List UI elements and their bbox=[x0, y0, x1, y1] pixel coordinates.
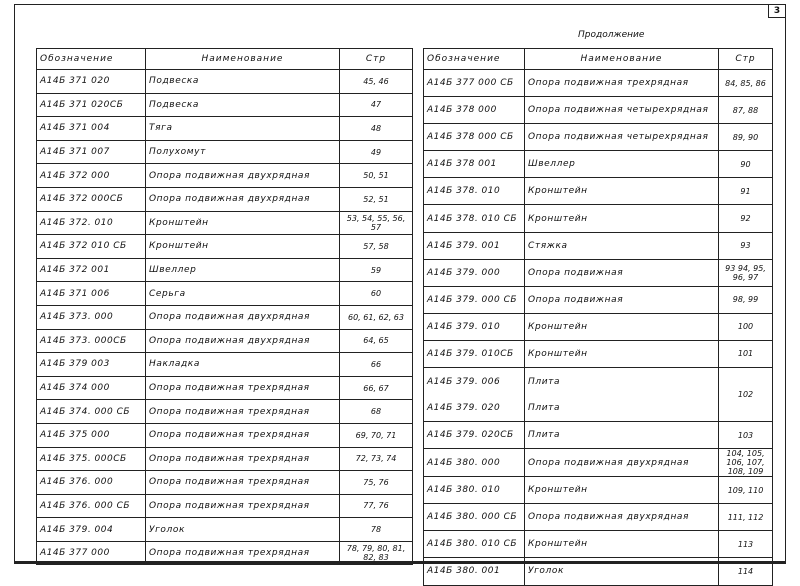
table-row bbox=[37, 518, 413, 542]
page-cell: 75, 76 bbox=[340, 471, 413, 495]
page-cell: 60 bbox=[340, 282, 413, 306]
page-cell: 78 bbox=[340, 518, 413, 542]
designation-line: А14Б 379. 020 bbox=[427, 402, 501, 413]
page-cell: 114 bbox=[719, 558, 773, 585]
page-cell: 64, 65 bbox=[340, 329, 413, 353]
designation-cell: А14Б 371 004 bbox=[37, 117, 146, 141]
sheet-number: 3 bbox=[768, 5, 785, 18]
designation-cell: А14Б 372 000СБ bbox=[37, 187, 146, 211]
designation-cell: А14Б 380. 000 bbox=[424, 449, 525, 477]
page-cell: 102 bbox=[719, 368, 773, 422]
designation-cell: А14Б 372 000 bbox=[37, 164, 146, 188]
name-line: Плита bbox=[528, 402, 561, 413]
designation-cell: А14Б 377 000 СБ bbox=[424, 70, 525, 97]
table-row bbox=[424, 449, 773, 477]
page-cell: 50, 51 bbox=[340, 164, 413, 188]
designation-cell: А14Б 371 006 bbox=[37, 282, 146, 306]
page-cell: 109, 110 bbox=[719, 477, 773, 504]
designation-cell: А14Б 371 020 bbox=[37, 70, 146, 94]
name-cell: Кронштейн bbox=[525, 313, 719, 340]
page-cell: 49 bbox=[340, 140, 413, 164]
page-cell: 47 bbox=[340, 93, 413, 117]
designation-cell: А14Б 378 001 bbox=[424, 151, 525, 178]
name-cell: Опора подвижная трехрядная bbox=[146, 423, 340, 447]
table-row bbox=[424, 124, 773, 151]
page-cell: 101 bbox=[719, 340, 773, 367]
page-cell: 57, 58 bbox=[340, 235, 413, 259]
name-line: Плита bbox=[528, 376, 561, 387]
table-row bbox=[424, 286, 773, 313]
page-cell: 93 94, 95, 96, 97 bbox=[719, 259, 773, 286]
designation-cell: А14Б 377 000 bbox=[37, 541, 146, 565]
name-cell: Швеллер bbox=[146, 258, 340, 282]
name-cell: Подвеска bbox=[146, 70, 340, 94]
designation-cell: А14Б 373. 000СБ bbox=[37, 329, 146, 353]
table-row bbox=[424, 232, 773, 259]
designation-cell: А14Б 380. 010 bbox=[424, 477, 525, 504]
table-row bbox=[37, 423, 413, 447]
page-cell: 92 bbox=[719, 205, 773, 232]
name-cell: Кронштейн bbox=[525, 205, 719, 232]
designation-cell: А14Б 378 000 bbox=[424, 97, 525, 124]
designation-cell: А14Б 378 000 СБ bbox=[424, 124, 525, 151]
table-row bbox=[424, 97, 773, 124]
designation-cell: А14Б 379. 001 bbox=[424, 232, 525, 259]
table-row bbox=[424, 368, 773, 422]
name-cell: Уголок bbox=[146, 518, 340, 542]
page-cell: 52, 51 bbox=[340, 187, 413, 211]
table-row bbox=[37, 376, 413, 400]
page-cell: 111, 112 bbox=[719, 504, 773, 531]
designation-cell: А14Б 379. 000 bbox=[424, 259, 525, 286]
name-cell: Опора подвижная трехрядная bbox=[146, 541, 340, 565]
designation-cell: А14Б 380. 001 bbox=[424, 558, 525, 585]
designation-cell: А14Б 379. 000 СБ bbox=[424, 286, 525, 313]
table-row bbox=[424, 259, 773, 286]
page-cell: 98, 99 bbox=[719, 286, 773, 313]
designation-cell: А14Б 379 003 bbox=[37, 353, 146, 377]
name-cell: Стяжка bbox=[525, 232, 719, 259]
table-row bbox=[424, 422, 773, 449]
header-page: Стр bbox=[719, 49, 773, 70]
designation-cell: А14Б 374 000 bbox=[37, 376, 146, 400]
page-cell: 72, 73, 74 bbox=[340, 447, 413, 471]
name-cell: Опора подвижная трехрядная bbox=[146, 471, 340, 495]
name-cell: Тяга bbox=[146, 117, 340, 141]
name-cell: Опора подвижная двухрядная bbox=[146, 305, 340, 329]
table-row bbox=[37, 117, 413, 141]
name-cell: Кронштейн bbox=[525, 340, 719, 367]
table-row bbox=[37, 400, 413, 424]
designation-cell: А14Б 372. 010 bbox=[37, 211, 146, 235]
name-cell: Опора подвижная четырехрядная bbox=[525, 124, 719, 151]
page-cell: 66 bbox=[340, 353, 413, 377]
name-cell: Кронштейн bbox=[525, 477, 719, 504]
name-cell: Накладка bbox=[146, 353, 340, 377]
table-row bbox=[424, 70, 773, 97]
page-cell: 78, 79, 80, 81, 82, 83 bbox=[340, 541, 413, 565]
name-cell: Опора подвижная bbox=[525, 286, 719, 313]
page-cell: 66, 67 bbox=[340, 376, 413, 400]
name-cell: Кронштейн bbox=[525, 178, 719, 205]
header-name: Наименование bbox=[525, 49, 719, 70]
page-cell: 104, 105, 106, 107, 108, 109 bbox=[719, 449, 773, 477]
page-cell: 68 bbox=[340, 400, 413, 424]
name-cell: Опора подвижная двухрядная bbox=[146, 187, 340, 211]
designation-cell: А14Б 378. 010 bbox=[424, 178, 525, 205]
table-row bbox=[424, 504, 773, 531]
designation-cell: А14Б 374. 000 СБ bbox=[37, 400, 146, 424]
name-cell: Опора подвижная трехрядная bbox=[146, 447, 340, 471]
table-row bbox=[37, 447, 413, 471]
table-row bbox=[424, 178, 773, 205]
page-cell: 48 bbox=[340, 117, 413, 141]
table-row bbox=[37, 329, 413, 353]
name-cell: Опора подвижная трехрядная bbox=[146, 494, 340, 518]
header-row bbox=[37, 49, 413, 70]
designation-cell: А14Б 379. 004 bbox=[37, 518, 146, 542]
name-cell: Опора подвижная трехрядная bbox=[525, 70, 719, 97]
designation-cell: А14Б 380. 010 СБ bbox=[424, 531, 525, 558]
name-cell: Опора подвижная bbox=[525, 259, 719, 286]
left-index-table bbox=[36, 48, 413, 565]
page-cell: 90 bbox=[719, 151, 773, 178]
designation-cell: А14Б 375. 000СБ bbox=[37, 447, 146, 471]
table-row bbox=[37, 494, 413, 518]
name-cell: Опора подвижная двухрядная bbox=[146, 164, 340, 188]
designation-cell: А14Б 372 010 СБ bbox=[37, 235, 146, 259]
table-row bbox=[37, 187, 413, 211]
page-cell: 45, 46 bbox=[340, 70, 413, 94]
name-cell: Швеллер bbox=[525, 151, 719, 178]
page-cell: 84, 85, 86 bbox=[719, 70, 773, 97]
page-cell: 69, 70, 71 bbox=[340, 423, 413, 447]
name-cell bbox=[525, 368, 719, 422]
header-designation: Обозначение bbox=[37, 49, 146, 70]
name-cell: Опора подвижная двухрядная bbox=[525, 504, 719, 531]
page-cell: 103 bbox=[719, 422, 773, 449]
page-cell: 113 bbox=[719, 531, 773, 558]
designation-cell: А14Б 380. 000 СБ bbox=[424, 504, 525, 531]
name-cell: Кронштейн bbox=[525, 531, 719, 558]
page-cell: 89, 90 bbox=[719, 124, 773, 151]
name-cell: Полухомут bbox=[146, 140, 340, 164]
designation-line: А14Б 379. 006 bbox=[427, 376, 501, 387]
table-row bbox=[424, 205, 773, 232]
designation-cell: А14Б 379. 020СБ bbox=[424, 422, 525, 449]
continuation-label: Продолжение bbox=[578, 30, 645, 40]
designation-cell bbox=[424, 368, 525, 422]
table-row bbox=[37, 541, 413, 565]
name-cell: Плита bbox=[525, 422, 719, 449]
table-row bbox=[424, 477, 773, 504]
table-row bbox=[424, 558, 773, 585]
table-row bbox=[37, 93, 413, 117]
table-row bbox=[37, 140, 413, 164]
name-cell: Опора подвижная трехрядная bbox=[146, 400, 340, 424]
page-cell: 60, 61, 62, 63 bbox=[340, 305, 413, 329]
page-cell: 93 bbox=[719, 232, 773, 259]
table-row bbox=[37, 258, 413, 282]
table-row bbox=[424, 340, 773, 367]
table-row bbox=[37, 235, 413, 259]
designation-cell: А14Б 371 020СБ bbox=[37, 93, 146, 117]
page-cell: 77, 76 bbox=[340, 494, 413, 518]
name-cell: Серьга bbox=[146, 282, 340, 306]
header-name: Наименование bbox=[146, 49, 340, 70]
page-cell: 87, 88 bbox=[719, 97, 773, 124]
right-index-table bbox=[423, 48, 773, 586]
designation-cell: А14Б 373. 000 bbox=[37, 305, 146, 329]
designation-cell: А14Б 376. 000 bbox=[37, 471, 146, 495]
table-row bbox=[424, 151, 773, 178]
page-cell: 59 bbox=[340, 258, 413, 282]
page-cell: 91 bbox=[719, 178, 773, 205]
designation-cell: А14Б 376. 000 СБ bbox=[37, 494, 146, 518]
name-cell: Опора подвижная трехрядная bbox=[146, 376, 340, 400]
designation-cell: А14Б 378. 010 СБ bbox=[424, 205, 525, 232]
name-cell: Кронштейн bbox=[146, 211, 340, 235]
name-cell: Опора подвижная двухрядная bbox=[525, 449, 719, 477]
header-page: Стр bbox=[340, 49, 413, 70]
table-row bbox=[37, 164, 413, 188]
table-row bbox=[37, 471, 413, 495]
table-row bbox=[37, 211, 413, 235]
table-row bbox=[37, 353, 413, 377]
table-row bbox=[424, 531, 773, 558]
table-row bbox=[37, 282, 413, 306]
name-cell: Подвеска bbox=[146, 93, 340, 117]
table-row bbox=[424, 313, 773, 340]
designation-cell: А14Б 371 007 bbox=[37, 140, 146, 164]
name-cell: Уголок bbox=[525, 558, 719, 585]
page-cell: 100 bbox=[719, 313, 773, 340]
designation-cell: А14Б 379. 010 bbox=[424, 313, 525, 340]
designation-cell: А14Б 372 001 bbox=[37, 258, 146, 282]
header-row bbox=[424, 49, 773, 70]
name-cell: Опора подвижная четырехрядная bbox=[525, 97, 719, 124]
table-row bbox=[37, 305, 413, 329]
name-cell: Опора подвижная двухрядная bbox=[146, 329, 340, 353]
header-designation: Обозначение bbox=[424, 49, 525, 70]
page-cell: 53, 54, 55, 56, 57 bbox=[340, 211, 413, 235]
table-row bbox=[37, 70, 413, 94]
designation-cell: А14Б 375 000 bbox=[37, 423, 146, 447]
designation-cell: А14Б 379. 010СБ bbox=[424, 340, 525, 367]
name-cell: Кронштейн bbox=[146, 235, 340, 259]
